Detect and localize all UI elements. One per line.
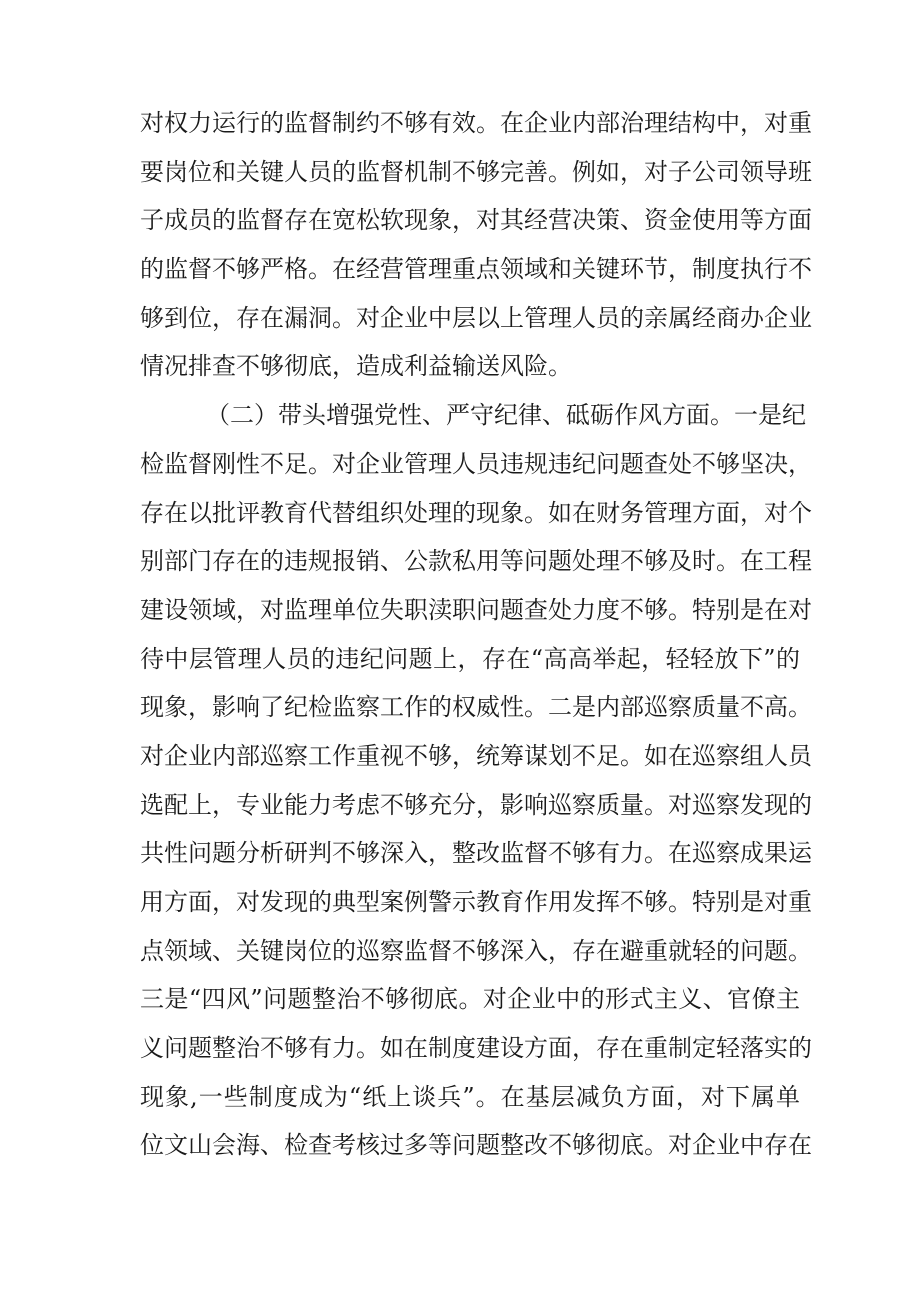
body-text (140, 99, 812, 1170)
text-line: 义问题整治不够有力。如在制度建设方面，存在重制定轻落实的 (140, 1034, 812, 1063)
text-line: 要岗位和关键人员的监督机制不够完善。例如，对子公司领导班 (140, 157, 812, 186)
text-line: 存在以批评教育代替组织处理的现象。如在财务管理方面，对个 (140, 498, 812, 527)
text-line: 点领域、关键岗位的巡察监督不够深入，存在避重就轻的问题。 (140, 936, 812, 965)
text-line: 位文山会海、检查考核过多等问题整改不够彻底。对企业中存在 (140, 1131, 812, 1160)
text-line: 三是“四风”问题整治不够彻底。对企业中的形式主义、官僚主 (140, 985, 800, 1014)
text-line: 选配上，专业能力考虑不够充分，影响巡察质量。对巡察发现的 (140, 790, 812, 819)
text-line: 别部门存在的违规报销、公款私用等问题处理不够及时。在工程 (140, 547, 812, 576)
text-line: 情况排查不够彻底，造成利益输送风险。 (140, 352, 572, 381)
text-line: 建设领域，对监理单位失职渎职问题查处力度不够。特别是在对 (140, 595, 812, 624)
text-line: 待中层管理人员的违纪问题上，存在“高高举起，轻轻放下”的 (140, 644, 800, 673)
text-line: 现象，影响了纪检监察工作的权威性。二是内部巡察质量不高。 (140, 693, 812, 722)
text-line: 用方面，对发现的典型案例警示教育作用发挥不够。特别是对重 (140, 888, 812, 916)
text-line: 子成员的监督存在宽松软现象，对其经营决策、资金使用等方面 (140, 206, 812, 235)
text-line: 对权力运行的监督制约不够有效。在企业内部治理结构中，对重 (140, 109, 812, 137)
text-line: 够到位，存在漏洞。对企业中层以上管理人员的亲属经商办企业 (140, 303, 812, 332)
text-line: 对企业内部巡察工作重视不够，统筹谋划不足。如在巡察组人员 (140, 741, 812, 770)
text-line: 的监督不够严格。在经营管理重点领域和关键环节，制度执行不 (140, 255, 812, 284)
text-line: 检监督刚性不足。对企业管理人员违规违纪问题查处不够坚决， (140, 449, 812, 478)
text-line: 共性问题分析研判不够深入，整改监督不够有力。在巡察成果运 (140, 839, 812, 868)
section-heading-line: （二）带头增强党性、严守纪律、砥砺作风方面。一是纪 (206, 401, 806, 430)
text-line: 现象,一些制度成为“纸上谈兵”。在基层减负方面，对下属单 (140, 1082, 800, 1111)
